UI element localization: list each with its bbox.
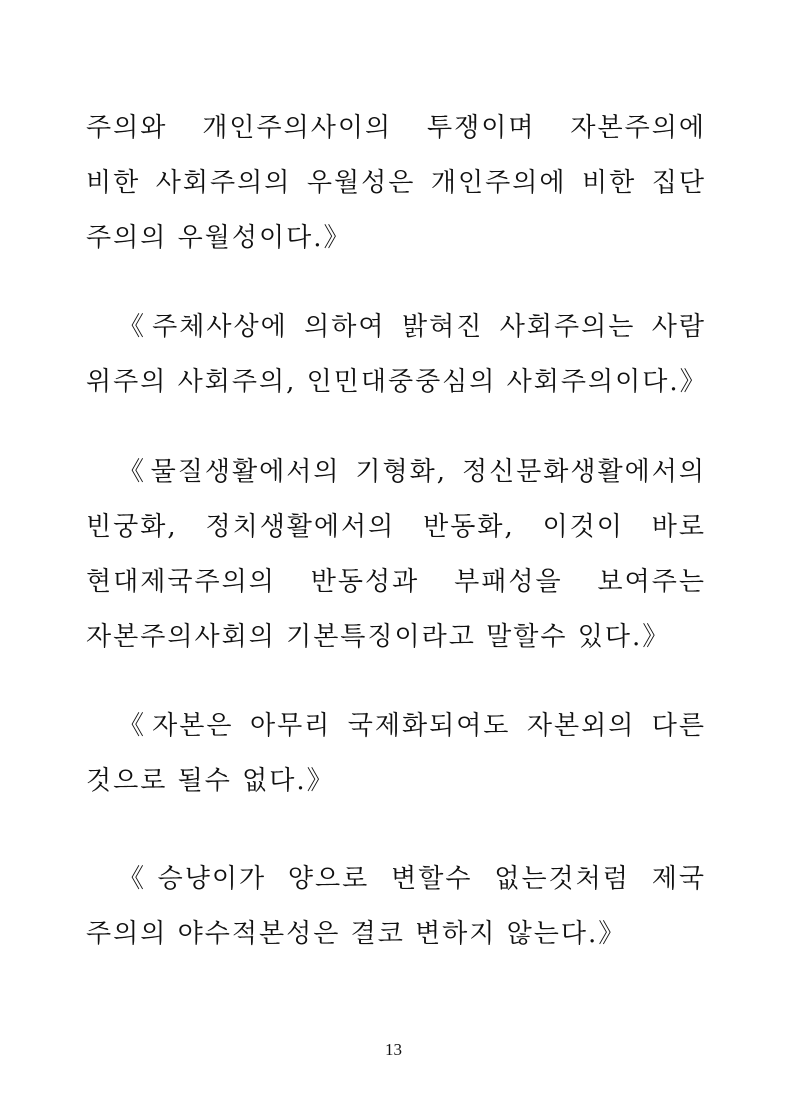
text-line: 주의와 개인주의사이의 투쟁이며 자본주의에 — [86, 113, 706, 143]
text-line: 자본주의사회의 기본특징이라고 말할수 있다.》 — [86, 622, 671, 652]
text-line: 주의의 야수적본성은 결코 변하지 않는다.》 — [86, 919, 627, 949]
text-line: 《자본은 아무리 국제화되여도 자본외의 다른 — [118, 711, 706, 741]
text-line: 위주의 사회주의, 인민대중중심의 사회주의이다.》 — [86, 367, 708, 397]
text-line: 것으로 될수 없다.》 — [86, 766, 335, 796]
page-number: 13 — [385, 1040, 402, 1059]
text-line: 《주체사상에 의하여 밝혀진 사회주의는 사람 — [118, 312, 706, 342]
text-line: 《승냥이가 양으로 변할수 없는것처럼 제국 — [118, 864, 706, 894]
text-line: 빈궁화, 정치생활에서의 반동화, 이것이 바로 — [86, 512, 706, 542]
text-line: 비한 사회주의의 우월성은 개인주의에 비한 집단 — [86, 168, 706, 198]
text-line: 주의의 우월성이다.》 — [86, 223, 352, 253]
text-line: 《물질생활에서의 기형화, 정신문화생활에서의 — [118, 457, 706, 487]
text-line: 현대제국주의의 반동성과 부패성을 보여주는 — [86, 567, 706, 597]
